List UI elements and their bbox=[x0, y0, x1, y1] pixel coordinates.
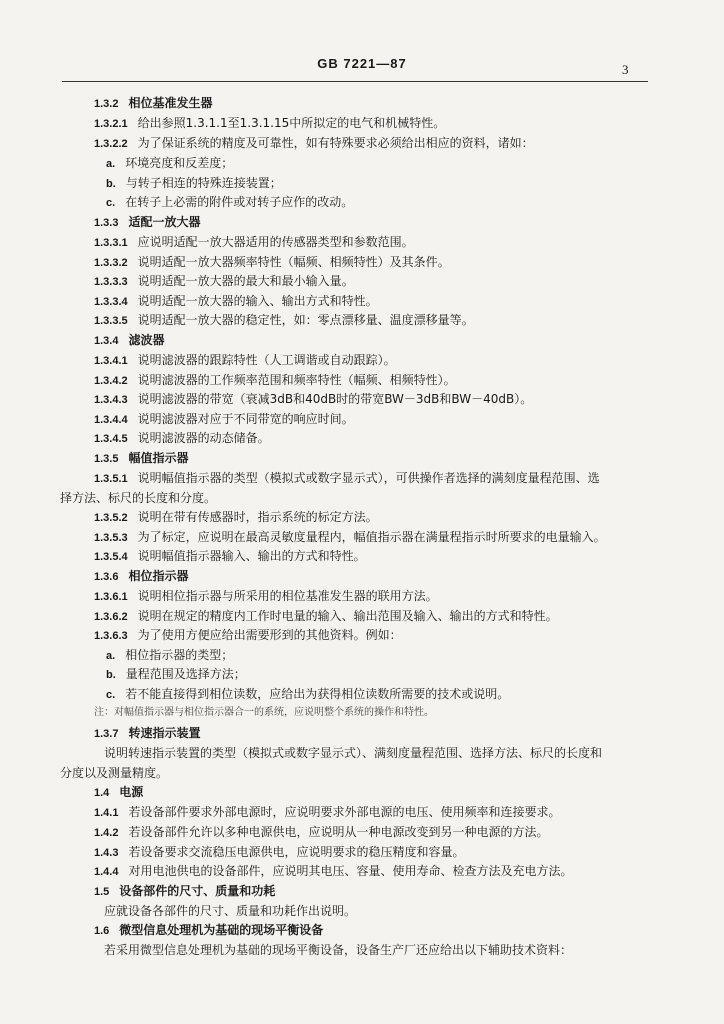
section-heading bbox=[94, 922, 323, 939]
clause-number: 1.3.3.3 bbox=[94, 276, 128, 288]
clause-text: 说明滤波器的工作频率范围和频率特性（幅频、相频特性）。 bbox=[137, 373, 456, 387]
clause-text: 说明滤波器的动态储备。 bbox=[137, 431, 270, 445]
clause-number: a. bbox=[106, 650, 116, 662]
text-line bbox=[94, 548, 366, 565]
text-line bbox=[106, 666, 246, 683]
clause-number: 1.3.3.4 bbox=[94, 296, 128, 308]
clause-text: 说明适配一放大器频率特性（幅频、相频特性）及其条件。 bbox=[137, 255, 450, 269]
clause-text: 给出参照1.3.1.1至1.3.1.15中所拟定的电气和机械特性。 bbox=[137, 116, 446, 130]
clause-number: 1.3.5.1 bbox=[94, 473, 128, 485]
clause-text: 为了使用方便应给出需要形到的其他资料。例如： bbox=[137, 628, 402, 642]
section-heading bbox=[94, 332, 164, 349]
clause-text: 与转子相连的特殊连接装置； bbox=[125, 176, 282, 190]
clause-text: 为了保证系统的精度及可靠性，如有特殊要求必须给出相应的资料，诸如： bbox=[137, 136, 534, 150]
clause-number: 1.3.6.3 bbox=[94, 630, 128, 642]
text-line bbox=[94, 470, 600, 487]
clause-number: 1.4.2 bbox=[94, 827, 119, 839]
clause-number: 1.3.3.2 bbox=[94, 257, 128, 269]
standard-code: GB 7221—87 bbox=[317, 56, 407, 71]
section-heading bbox=[94, 450, 188, 467]
text-line bbox=[94, 234, 414, 251]
clause-number: 1.3.4.1 bbox=[94, 355, 128, 367]
clause-text: 在转子上必需的附件或对转子应作的改动。 bbox=[125, 195, 354, 209]
clause-text: 应就设备各部件的尺寸、质量和功耗作出说明。 bbox=[104, 904, 357, 918]
clause-number: 1.3.4.4 bbox=[94, 414, 128, 426]
clause-text: 应说明适配一放大器适用的传感器类型和参数范围。 bbox=[137, 235, 414, 249]
text-line bbox=[106, 194, 353, 211]
clause-text: 说明适配一放大器的稳定性，如：零点漂移量、温度漂移量等。 bbox=[137, 313, 474, 327]
text-line bbox=[104, 942, 572, 958]
clause-text: 说明在带有传感器时，指示系统的标定方法。 bbox=[137, 510, 378, 524]
clause-number: 1.3.3 bbox=[94, 217, 119, 229]
text-line bbox=[94, 608, 558, 625]
clause-text: 若设备要求交流稳压电源供电，应说明要求的稳压精度和容量。 bbox=[128, 845, 465, 859]
clause-number: 1.4.4 bbox=[94, 866, 119, 878]
clause-number: 1.3.3.1 bbox=[94, 237, 128, 249]
clause-text: 说明适配一放大器的输入、输出方式和特性。 bbox=[137, 294, 378, 308]
clause-number: 1.3.2.1 bbox=[94, 118, 128, 130]
text-line bbox=[94, 804, 560, 821]
clause-number: 1.4.3 bbox=[94, 847, 119, 859]
clause-number: b. bbox=[106, 178, 116, 190]
text-line bbox=[94, 115, 445, 132]
text-line bbox=[104, 745, 602, 761]
clause-number: 1.3.5.3 bbox=[94, 532, 128, 544]
clause-number: b. bbox=[106, 669, 116, 681]
text-line bbox=[94, 352, 396, 369]
text-line bbox=[104, 903, 356, 919]
clause-number: 1.3.5 bbox=[94, 453, 119, 465]
text-line bbox=[94, 312, 474, 329]
clause-text: 说明相位指示器与所采用的相位基准发生器的联用方法。 bbox=[137, 589, 438, 603]
clause-text: 说明滤波器对应于不同带宽的响应时间。 bbox=[137, 412, 354, 426]
clause-number: c. bbox=[106, 197, 116, 209]
section-heading bbox=[94, 95, 212, 112]
clause-text: 相位指示器 bbox=[128, 569, 189, 583]
clause-number: c. bbox=[106, 689, 116, 701]
clause-text: 分度以及测量精度。 bbox=[60, 766, 169, 780]
clause-number: 1.3.4 bbox=[94, 335, 119, 347]
clause-number: 1.6 bbox=[94, 925, 110, 937]
clause-text: 微型信息处理机为基础的现场平衡设备 bbox=[119, 923, 324, 937]
clause-text: 说明滤波器的带宽（衰减3dB和40dB时的带宽BW－3dB和BW－40dB）。 bbox=[137, 392, 533, 406]
clause-text: 若设备部件允许以多种电源供电，应说明从一种电源改变到另一种电源的方法。 bbox=[128, 825, 549, 839]
clause-text: 说明在规定的精度内工作时电量的输入、输出范围及输入、输出的方式和特性。 bbox=[137, 609, 558, 623]
clause-text: 相位指示器的类型； bbox=[125, 648, 234, 662]
text-line bbox=[94, 391, 532, 408]
clause-text: 适配一放大器 bbox=[128, 215, 201, 229]
clause-text: 转速指示装置 bbox=[128, 726, 201, 740]
clause-number: a. bbox=[106, 158, 116, 170]
clause-number: 1.3.5.2 bbox=[94, 512, 128, 524]
clause-number: 1.3.3.5 bbox=[94, 315, 128, 327]
clause-text: 对用电池供电的设备部件，应说明其电压、容量、使用寿命、检查方法及充电方法。 bbox=[128, 864, 573, 878]
clause-text: 注：对幅值指示器与相位指示器合一的系统，应说明整个系统的操作和特性。 bbox=[94, 707, 434, 718]
clause-number: 1.5 bbox=[94, 886, 110, 898]
clause-text: 说明转速指示装置的类型（模拟式或数字显示式）、满刻度量程范围、选择方法、标尺的长度和 bbox=[104, 746, 603, 760]
clause-number: 1.3.4.5 bbox=[94, 433, 128, 445]
clause-text: 设备部件的尺寸、质量和功耗 bbox=[119, 884, 276, 898]
text-line bbox=[94, 627, 402, 644]
text-line bbox=[94, 293, 378, 310]
section-heading bbox=[94, 883, 275, 900]
clause-number: 1.3.7 bbox=[94, 728, 119, 740]
clause-text: 说明适配一放大器的最大和最小输入量。 bbox=[137, 274, 354, 288]
text-line bbox=[94, 411, 354, 428]
text-line bbox=[106, 155, 233, 172]
text-line bbox=[94, 430, 270, 447]
clause-number: 1.3.6.1 bbox=[94, 591, 128, 603]
text-line bbox=[94, 824, 548, 841]
clause-text: 滤波器 bbox=[128, 333, 165, 347]
clause-number: 1.3.6.2 bbox=[94, 611, 128, 623]
clause-text: 说明幅值指示器输入、输出的方式和特性。 bbox=[137, 549, 366, 563]
text-line bbox=[94, 863, 572, 880]
clause-text: 相位基准发生器 bbox=[128, 96, 213, 110]
text-line bbox=[94, 273, 354, 290]
text-line bbox=[94, 135, 534, 152]
text-line bbox=[94, 509, 378, 526]
clause-text: 若不能直接得到相位读数，应给出为获得相位读数所需要的技术或说明。 bbox=[125, 687, 510, 701]
clause-number: 1.3.2.2 bbox=[94, 138, 128, 150]
clause-number: 1.3.6 bbox=[94, 571, 119, 583]
section-heading bbox=[94, 214, 200, 231]
clause-text: 说明滤波器的跟踪特性（人工调谐或自动跟踪）。 bbox=[137, 353, 396, 367]
clause-text: 电源 bbox=[119, 785, 144, 799]
clause-text: 若设备部件要求外部电源时，应说明要求外部电源的电压、使用频率和连接要求。 bbox=[128, 805, 561, 819]
text-line bbox=[94, 254, 450, 271]
clause-number: 1.3.4.2 bbox=[94, 375, 128, 387]
clause-number: 1.4.1 bbox=[94, 807, 119, 819]
clause-text: 环境亮度和反差度； bbox=[125, 156, 234, 170]
page-number: 3 bbox=[622, 62, 629, 77]
clause-text: 为了标定，应说明在最高灵敏度量程内，幅值指示器在满量程指示时所要求的电量输入。 bbox=[137, 530, 606, 544]
clause-number: 1.3.5.4 bbox=[94, 551, 128, 563]
clause-text: 说明幅值指示器的类型（模拟式或数字显示式），可供操作者选择的满刻度量程范围、选 bbox=[137, 471, 600, 485]
note-line bbox=[94, 705, 434, 721]
clause-text: 幅值指示器 bbox=[128, 451, 189, 465]
text-line bbox=[60, 765, 168, 781]
text-line bbox=[94, 844, 464, 861]
clause-text: 若采用微型信息处理机为基础的现场平衡设备，设备生产厂还应给出以下辅助技术资料： bbox=[104, 943, 573, 957]
clause-text: 量程范围及选择方法； bbox=[125, 667, 246, 681]
section-heading bbox=[94, 568, 188, 585]
clause-number: 1.3.4.3 bbox=[94, 394, 128, 406]
text-line bbox=[106, 175, 282, 192]
text-line bbox=[94, 529, 606, 546]
clause-text: 择方法、标尺的长度和分度。 bbox=[60, 491, 217, 505]
section-heading bbox=[94, 784, 143, 801]
clause-number: 1.4 bbox=[94, 787, 110, 799]
section-heading bbox=[94, 725, 200, 742]
text-line bbox=[106, 686, 509, 703]
text-line bbox=[106, 647, 233, 664]
text-line bbox=[94, 588, 438, 605]
text-line bbox=[94, 372, 456, 389]
text-line bbox=[60, 490, 216, 506]
header-divider bbox=[62, 81, 648, 82]
clause-number: 1.3.2 bbox=[94, 98, 119, 110]
